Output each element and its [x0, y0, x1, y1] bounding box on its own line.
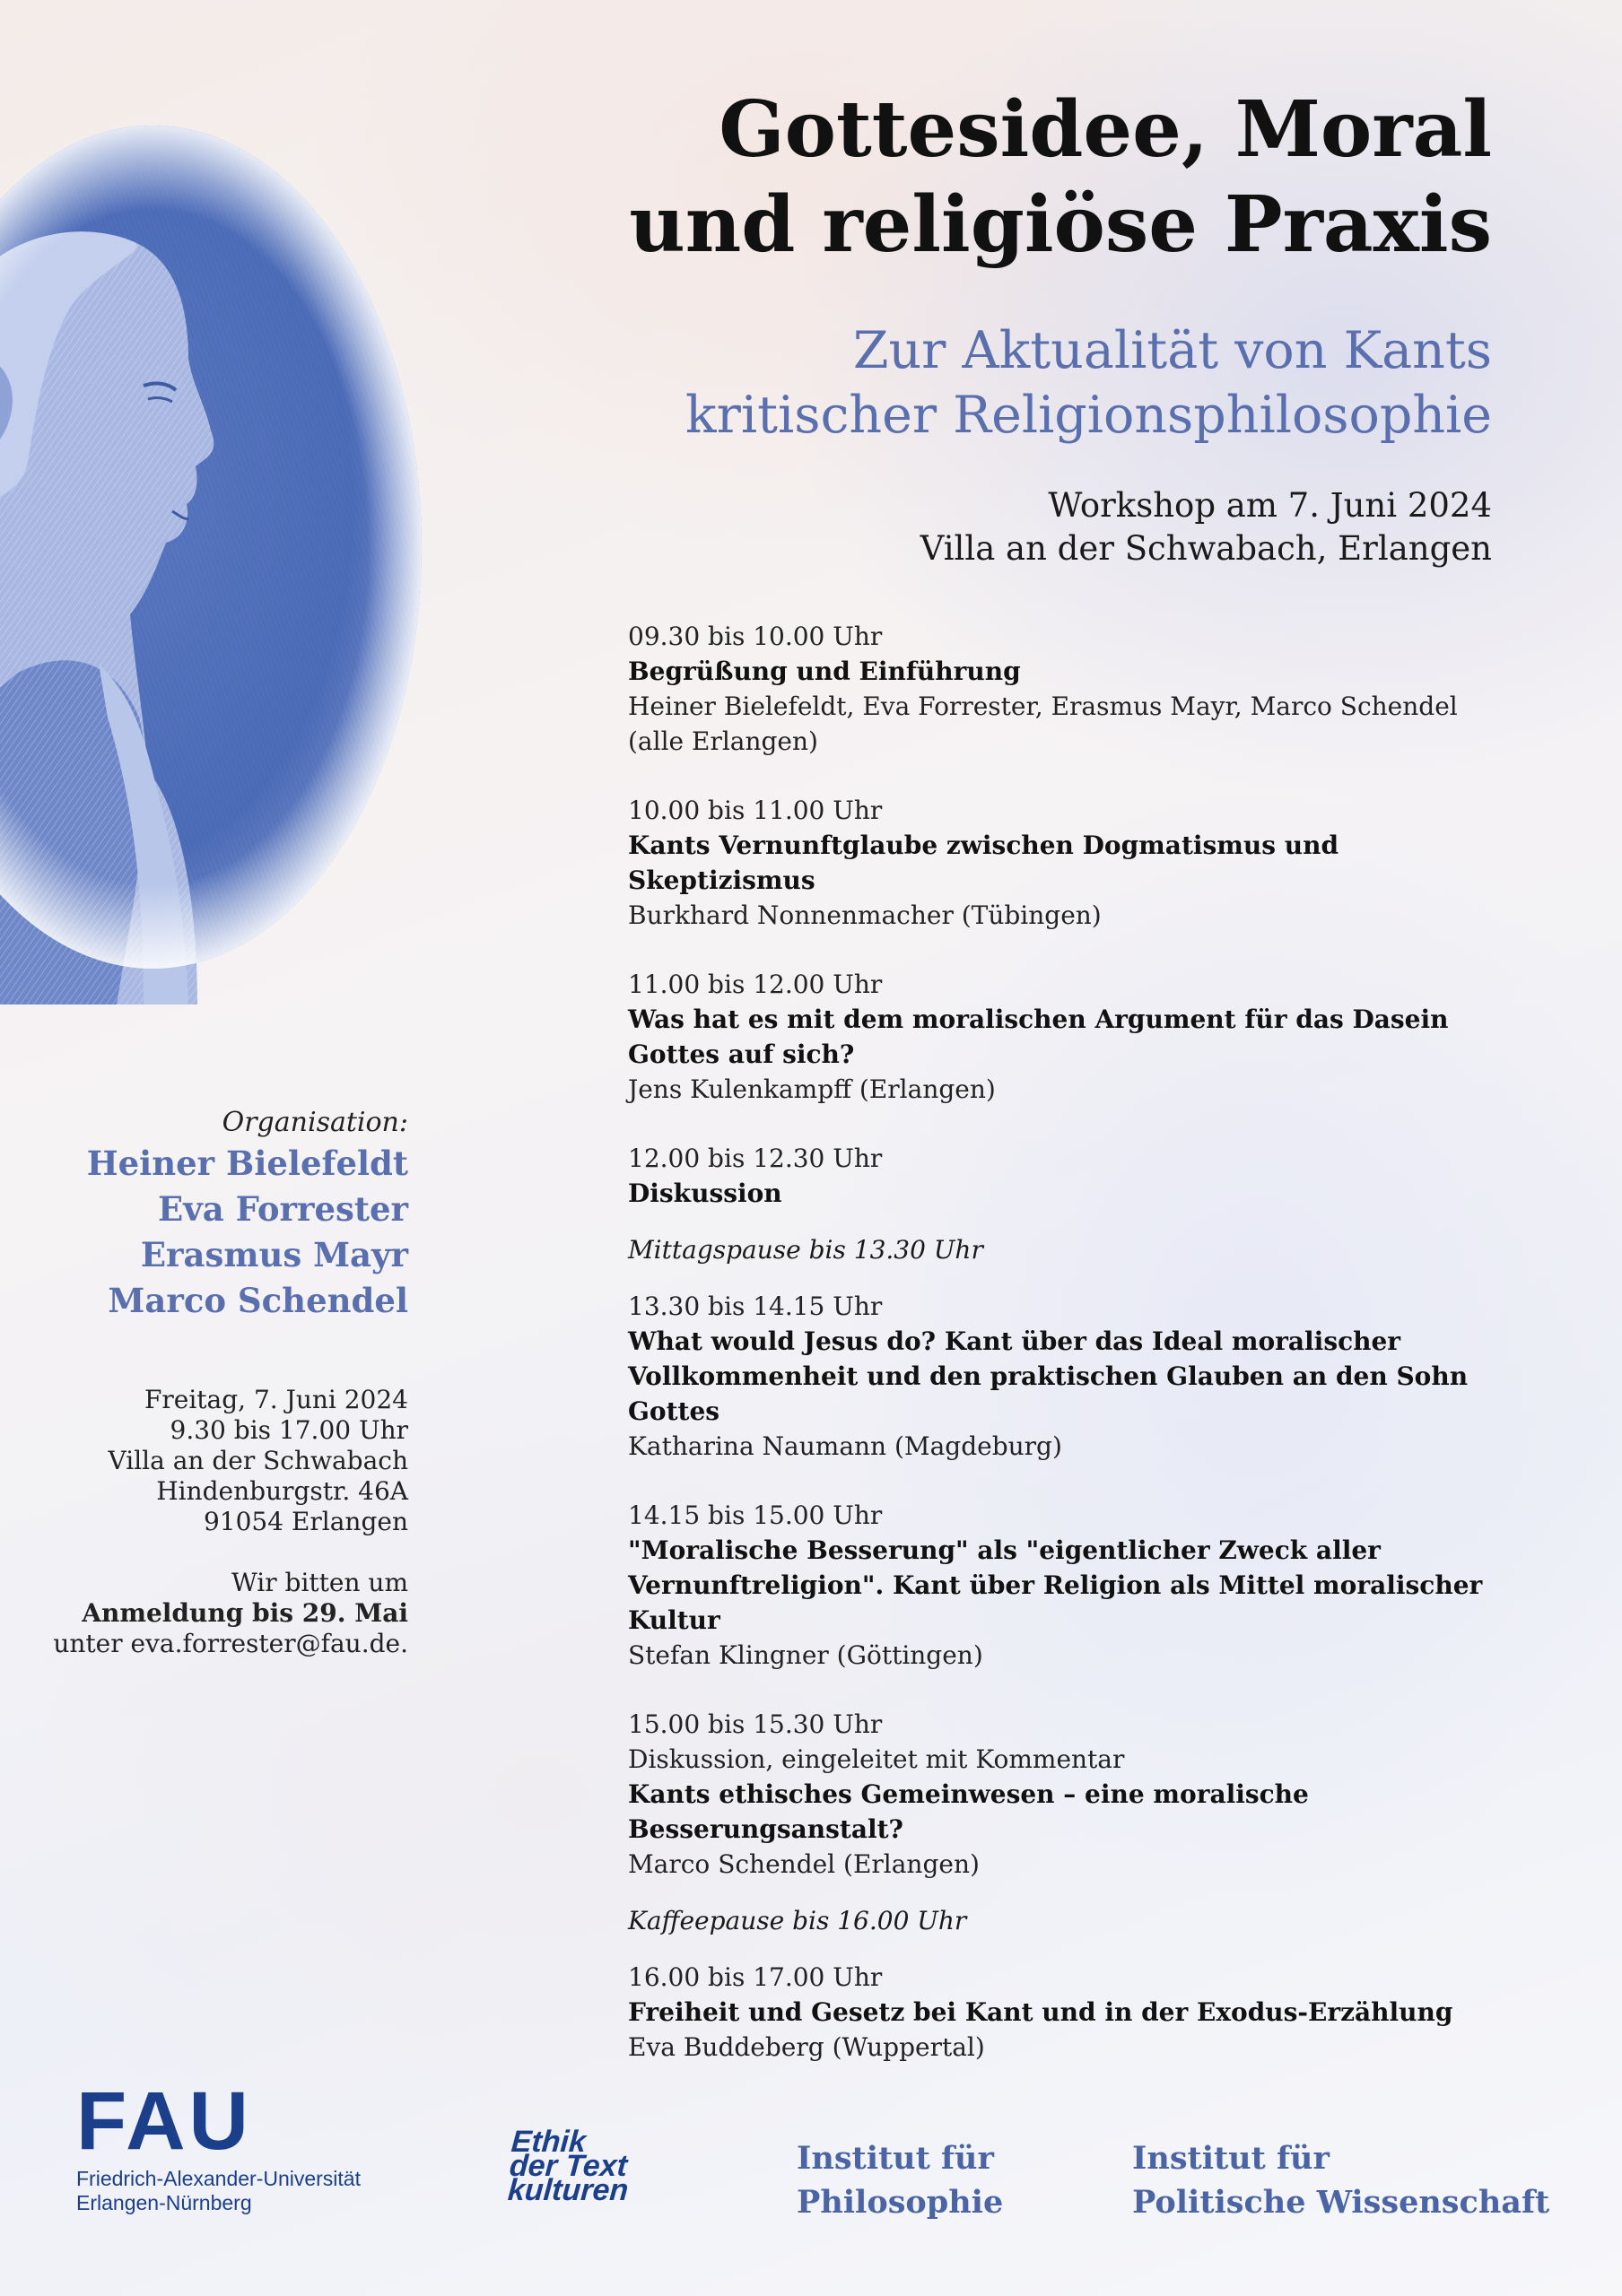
- event-details: [27, 1385, 408, 1537]
- organizer-name: Marco Schendel: [108, 1281, 408, 1320]
- program-slot: [628, 1498, 1525, 1673]
- speaker-affiliation: (alle Erlangen): [628, 726, 818, 756]
- speaker-name: Jens Kulenkampff (Erlangen): [628, 1074, 996, 1104]
- registration-line-1: Wir bitten um: [231, 1568, 408, 1597]
- slot-time: 16.00 bis 17.00 Uhr: [628, 1962, 883, 1992]
- etk-line-3: kulturen: [506, 2173, 630, 2207]
- talk-title-line-2: Besserungsanstalt?: [628, 1814, 903, 1844]
- fau-university-name: [76, 2167, 361, 2215]
- coffee-break: Kaffeepause bis 16.00 Uhr: [628, 1906, 967, 1935]
- registration-email[interactable]: unter eva.forrester@fau.de.: [53, 1629, 408, 1658]
- fau-logo: [76, 2075, 361, 2215]
- etk-line-1: Ethik: [510, 2125, 588, 2159]
- program-schedule: [628, 619, 1525, 2099]
- fau-wordmark: FAU: [76, 2075, 252, 2167]
- program-slot: [628, 1707, 1525, 1882]
- program-slot: [628, 1141, 1525, 1211]
- poster-title: [505, 83, 1492, 273]
- organizer-name: Eva Forrester: [158, 1189, 408, 1229]
- slot-time: 15.00 bis 15.30 Uhr: [628, 1709, 883, 1739]
- talk-title-line-1: "Moralische Besserung" als "eigentlicher Zweck aller: [628, 1535, 1381, 1565]
- talk-title-line-1: Kants ethisches Gemeinwesen – eine moralische: [628, 1779, 1309, 1809]
- speaker-name: Katharina Naumann (Magdeburg): [628, 1431, 1062, 1461]
- event-summary: [595, 484, 1492, 570]
- event-date: Freitag, 7. Juni 2024: [144, 1385, 408, 1414]
- poster-subtitle: [505, 318, 1492, 448]
- institute-name: Politische Wissenschaft: [1132, 2184, 1550, 2221]
- slot-time: 12.00 bis 12.30 Uhr: [628, 1144, 883, 1173]
- organizer-name: Erasmus Mayr: [140, 1235, 408, 1274]
- registration-info: [27, 1568, 408, 1659]
- talk-title-line-1: Was hat es mit dem moralischen Argument für das Dasein: [628, 1004, 1449, 1034]
- registration-deadline: Anmeldung bis 29. Mai: [82, 1598, 408, 1628]
- talk-title: Begrüßung und Einführung: [628, 657, 1021, 686]
- talk-title: Freiheit und Gesetz bei Kant und in der Exodus-Erzählung: [628, 1997, 1453, 2027]
- fau-name-line-1: Friedrich-Alexander-Universität: [76, 2167, 361, 2190]
- slot-time: 09.30 bis 10.00 Uhr: [628, 622, 883, 651]
- talk-title-line-2: Gottes auf sich?: [628, 1039, 855, 1069]
- talk-title: Diskussion: [628, 1178, 782, 1208]
- program-slot: [628, 1289, 1525, 1464]
- talk-title-line-2: Vollkommenheit und den praktischen Glauben an den Sohn: [628, 1361, 1469, 1391]
- event-date-line: Workshop am 7. Juni 2024: [1048, 486, 1492, 525]
- title-line-1: Gottesidee, Moral: [719, 84, 1492, 175]
- event-hours: 9.30 bis 17.00 Uhr: [170, 1415, 408, 1445]
- institute-label: Institut für: [797, 2140, 994, 2177]
- program-slot: [628, 967, 1525, 1107]
- talk-title: Kants Vernunftglaube zwischen Dogmatismus und Skeptizismus: [628, 831, 1339, 895]
- talk-title-line-1: What would Jesus do? Kant über das Ideal moralischer: [628, 1326, 1401, 1356]
- lunch-break: Mittagspause bis 13.30 Uhr: [628, 1235, 983, 1265]
- talk-title-line-3: Kultur: [628, 1605, 720, 1635]
- program-slot: [628, 619, 1525, 759]
- speaker-name: Burkhard Nonnenmacher (Tübingen): [628, 900, 1102, 930]
- speaker-name: Marco Schendel (Erlangen): [628, 1849, 980, 1879]
- organisation-sidebar: [27, 1105, 408, 1659]
- slot-time: 13.30 bis 14.15 Uhr: [628, 1292, 883, 1321]
- talk-title-line-3: Gottes: [628, 1396, 720, 1426]
- ethik-der-textkulturen-logo: [506, 2125, 632, 2207]
- event-venue-line: Villa an der Schwabach, Erlangen: [920, 529, 1492, 568]
- institute-name: Philosophie: [797, 2184, 1004, 2221]
- program-slot: [628, 1960, 1525, 2065]
- slot-note: Diskussion, eingeleitet mit Kommentar: [628, 1744, 1125, 1774]
- slot-time: 14.15 bis 15.00 Uhr: [628, 1500, 883, 1530]
- kant-portrait-image: [0, 90, 449, 1004]
- event-city: 91054 Erlangen: [203, 1507, 408, 1536]
- organizer-name: Heiner Bielefeldt: [86, 1144, 408, 1183]
- organisation-label: Organisation:: [222, 1107, 408, 1138]
- speaker-name: Eva Buddeberg (Wuppertal): [628, 2032, 985, 2062]
- title-line-2: und religiöse Praxis: [629, 179, 1492, 270]
- speaker-names: Heiner Bielefeldt, Eva Forrester, Erasmus Mayr, Marco Schendel: [628, 691, 1458, 721]
- event-venue: Villa an der Schwabach: [108, 1446, 408, 1475]
- institut-politische-wissenschaft-logo: [1132, 2136, 1549, 2224]
- talk-title-line-2: Vernunftreligion". Kant über Religion als Mittel moralischer: [628, 1570, 1483, 1600]
- institute-label: Institut für: [1132, 2140, 1330, 2177]
- slot-time: 10.00 bis 11.00 Uhr: [628, 796, 883, 825]
- speaker-name: Stefan Klingner (Göttingen): [628, 1640, 983, 1670]
- etk-line-2: der Text: [508, 2149, 629, 2183]
- fau-name-line-2: Erlangen-Nürnberg: [76, 2191, 252, 2214]
- institut-philosophie-logo: [797, 2136, 1003, 2224]
- subtitle-line-1: Zur Aktualität von Kants: [852, 321, 1492, 380]
- slot-time: 11.00 bis 12.00 Uhr: [628, 970, 883, 999]
- subtitle-line-2: kritischer Religionsphilosophie: [685, 386, 1492, 445]
- event-street: Hindenburgstr. 46A: [156, 1476, 408, 1506]
- program-slot: [628, 793, 1525, 933]
